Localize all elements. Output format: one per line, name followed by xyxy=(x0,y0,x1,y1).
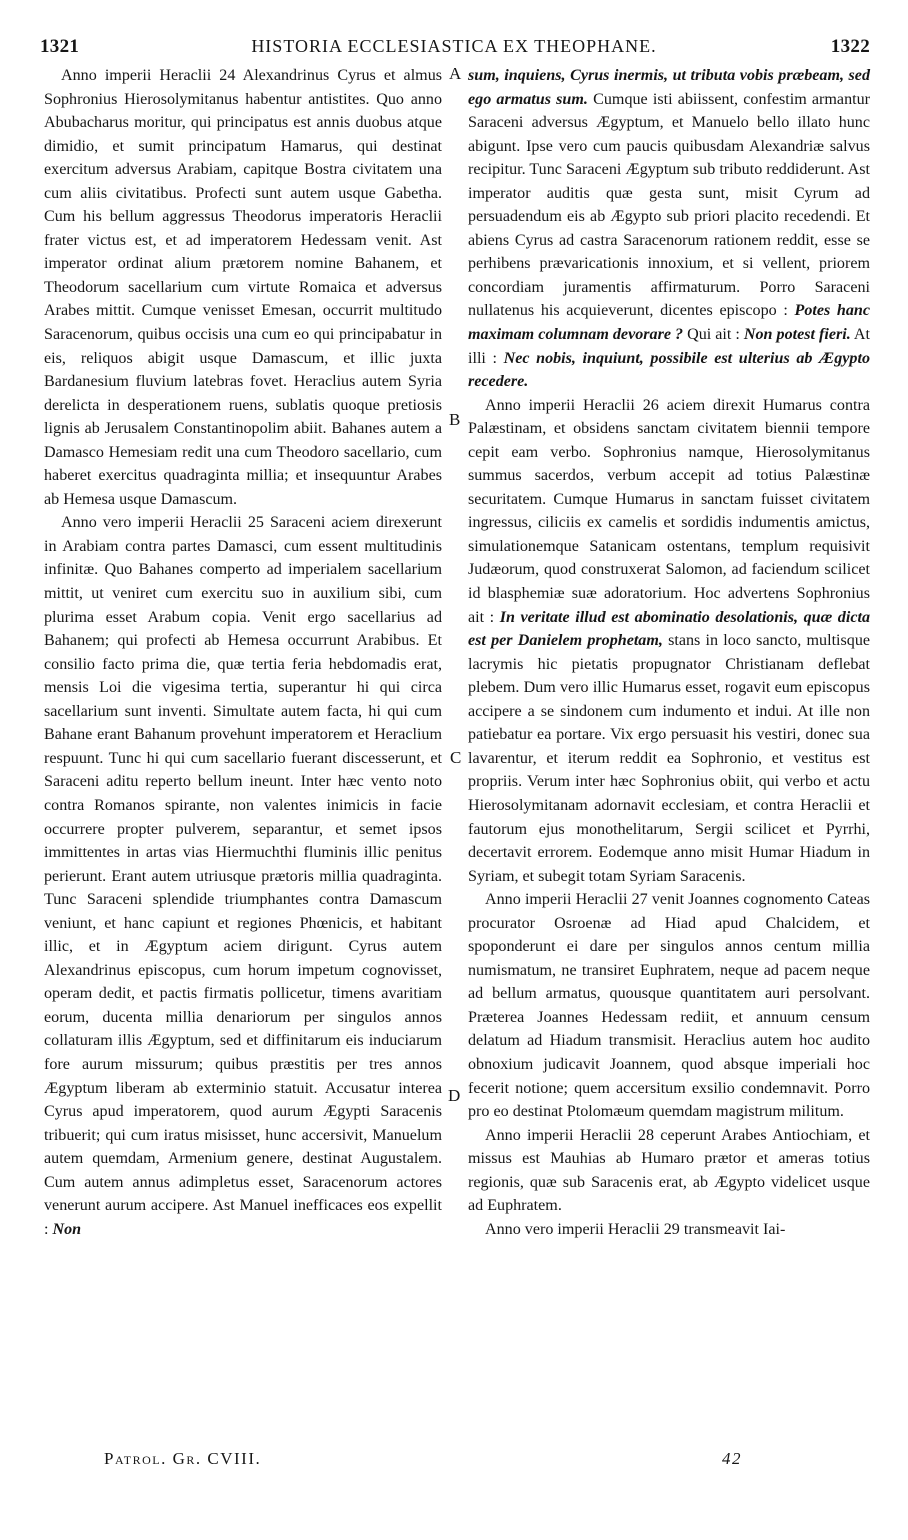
page-number-right: 1322 xyxy=(830,36,870,57)
left-column xyxy=(44,64,442,1241)
section-mark-c: C xyxy=(450,748,462,767)
paragraph-year-29: Anno vero imperii Heraclii 29 transmeavit Iai- xyxy=(485,1220,786,1238)
paragraph-text: stans in loco sancto, multisque lacrymis hic pietatis propugnator Christianam deflebat plebem. Dum vero illic Humarus esset, rogavit eum episcopus accipere a se sindonem cum indumento et indui. At ille non patiebatur ea portare. Vix ergo persuasit his vestiri, donec sua lavarentur, et iterum reddit ea Sophronio, et vestitus est propriis. Verum inter hæc Sophronius obiit, qui verbo et actu Hierosolymitanam adornavit ecclesiam, et contra Heraclii et fautorum ejus monothelitarum, Sergii scilicet et Pyrrhi, decertavit errorem. Eodemque anno misit Humar Hiadum in Syriam, et subegit totam Syriam Saracenis. xyxy=(468,632,871,885)
paragraph-year-26 xyxy=(468,394,870,888)
paragraph-text: Cumque isti abiissent, confestim armantur Saraceni adversus Ægyptum, et Manuelo bello illato hunc abigunt. Ipse vero cum paucis quibusdam Alexandriæ salvus recipitur. Tunc Saraceni Ægyptum sub tributo reddiderunt. Ast imperator auditis quæ gesta sunt, misit Cyrum ad persuadendum eis ab Ægypto sub priori placito recedendi. Et abiens Cyrus ad castra Saracenorum rationem reddit, esse se perhibens prævaricationis innoxium, et si vellent, priorem concordiam juramentis affirmaturum. Porro Saraceni nullatenus his acquieverunt, dicentes episcopo : xyxy=(468,90,871,320)
paragraph-text: Anno imperii Heraclii 26 aciem direxit Humarus contra Palæstinam, et obsidens sanctam civitatem biennii tempore cepit eam verbo. Sophronius namque, Hierosolymitanus summus sacerdos, verbum accepit ad totius Palæstinæ securitatem. Cumque Humarus in sanctam fuisset civitatem ingressus, ciliciis ex camelis et sordidis indumentis amictus, simulationemque Satanicam ostentans, templum requisivit Judæorum, quod construxerat Salomon, ad faciendum scilicet id blasphemiæ suæ adoratorium. Hoc advertens Sophronius ait : xyxy=(468,396,870,626)
italic-quote: Nec nobis, inquiunt, possibile est ulterius ab Ægypto recedere. xyxy=(468,349,870,391)
section-mark-b: B xyxy=(449,410,461,429)
italic-quote: In veritate illud est abominatio desolationis, quæ dicta est per Danielem prophetam, xyxy=(468,608,870,650)
italic-quote: Non potest fieri. xyxy=(743,326,851,344)
paragraph-year-24: Anno imperii Heraclii 24 Alexandrinus Cyrus et almus Sophronius Hierosolymitanus habentur antistites. Quo anno Abubacharus moritur, qui principatus est annis duobus atque dimidio, et sumit principatum Hamarus, qui destinat exercitum adversus Arabiam, capitque Bostra civitatem una cum aliis civitatibus. Profecti sunt autem usque Gabetha. Cum his bellum aggressus Theodorus imperatoris Heraclii frater victus est, et ad imperatorem Hedessam venit. Ast imperator ordinat alium prætorem nomine Bahanem, et Theodorum sacellarium cum virtute Romaica et adversus Arabes mittit. Cumque venisset Emesan, occurrit multitudo Saracenorum, quibus occisis una cum eo qui principabatur in eis, reliquos abigit usque Damascum, et illic juxta Bardanesium fluvium latebras fovet. Heraclius autem Syria derelicta in desperationem ruens, sublatis quoque pretiosis lignis ab Jerusalem Constantinopolim abiit. Bahanes autem a Damasco Hemesiam redit una cum Theodoro sacellario, cum haberet exercitus quadraginta millia; et insequuntur Arabes ab Hemesa usque Damascum. xyxy=(44,67,442,508)
section-mark-a: A xyxy=(449,64,462,83)
italic-quote: sum, inquiens, Cyrus inermis, ut tributa vobis præbeam, sed ego armatus sum. xyxy=(468,67,870,108)
italic-quote-start: Non xyxy=(52,1220,82,1238)
paragraph-text: Qui ait : xyxy=(687,326,740,344)
paragraph-year-28: Anno imperii Heraclii 28 ceperunt Arabes Antiochiam, et missus est Mauhias ab Humaro prætor et ameras totius regionis, quæ sub Saracenis erat, ab Ægypto videlicet usque ad Euphratem. xyxy=(468,1126,870,1215)
footer-sheet-number: 42 xyxy=(722,1449,742,1468)
paragraph-text: At illi : xyxy=(468,326,870,367)
section-mark-d: D xyxy=(448,1086,461,1105)
right-column xyxy=(468,64,870,1241)
paragraph-year-25 xyxy=(44,511,442,1241)
paragraph-year-25-text: Anno vero imperii Heraclii 25 Saraceni aciem direxerunt in Arabiam contra partes Damasci, cum essent multitudinis infinitæ. Quo Bahanes comperto ad imperialem sacellarium mittit, ut veniret cum exercitu suo in auxilium sibi, cum plurima esset Arabum copia. Venit ergo sacellarius ad Bahanem; qui profecti ab Hemesa occurrunt Arabibus. Et consilio facto prima die, quæ tertia feria hebdomadis erat, mensis Loi die vigesima tertia, superantur hi qui circa sacellarium sunt inventi. Simultate autem facta, hi qui cum Bahane erant Bahanum provehunt imperatorem et Heraclium respuunt. Tunc hi qui cum sacellario fuerant discesserunt, et Saraceni aditu reperto bellum ineunt. Inter hæc vento noto contra Romanos spirante, non valentes inimicis in facie occurrere propter pulverem, separantur, et semet ipsos immittentes in artas vias Hiermuchthi fluminis illic penitus perierunt. Erant autem utriusque prætoris millia quadraginta. Tunc Saraceni splendide triumphantes contra Damascum veniunt, et hanc capiunt et regiones Phœnicis, et habitant illic, et in Ægyptum aciem dirigunt. Cyrus autem Alexandrinus episcopus, cum horum impetum cognovisset, operam dedit, et pactis firmatis pollicetur, timens avaritiam eorum, ducenta millia denariorum per singulos annos collaturam illis Ægyptum, sed et diffinitarum eis induciarum fore aurum missurum; quibus præstitis per tres annos Ægyptum liberam ab exterminio statuit. Accusatur interea Cyrus apud imperatorem, quod aurum Ægypti Saracenis tribuerit; qui cum iratus misisset, hunc accersivit, Manuelum autem quemdam, Armenium genere, destinat Augustalem. Cum autem annus adimpletus esset, Saracenorum actores venerunt aurum accipere. Ast Manuel inefficaces eos expellit : xyxy=(44,514,442,1238)
running-title: HISTORIA ECCLESIASTICA EX THEOPHANE. xyxy=(251,36,657,56)
paragraph-year-27: Anno imperii Heraclii 27 venit Joannes cognomento Cateas procurator Osroenæ ad Hiad apud Chalcidem, et spoponderunt ei dare per singulos annos centum millia numismatum, ne transiret Euphratem, neque ad pacem neque ad bellum armatus, quousque quantitatem auri persolvant. Præterea Joannes Hedessam rediit, et annuum censum delatum ad Hiadum transmisit. Heraclius autem hoc audito obnoxium judicavit Joannem, quod absque imperiali hoc fecerit notione; quem accersitum exsilio condemnavit. Porro pro eo destinat Ptolomæum quemdam magistrum militum. xyxy=(468,891,870,1121)
paragraph-continuation xyxy=(468,64,870,394)
page-number-left: 1321 xyxy=(40,36,80,57)
italic-quote: Potes hanc maximam columnam devorare ? xyxy=(468,302,870,344)
footer-signature: Patrol. Gr. CVIII. xyxy=(104,1449,262,1468)
